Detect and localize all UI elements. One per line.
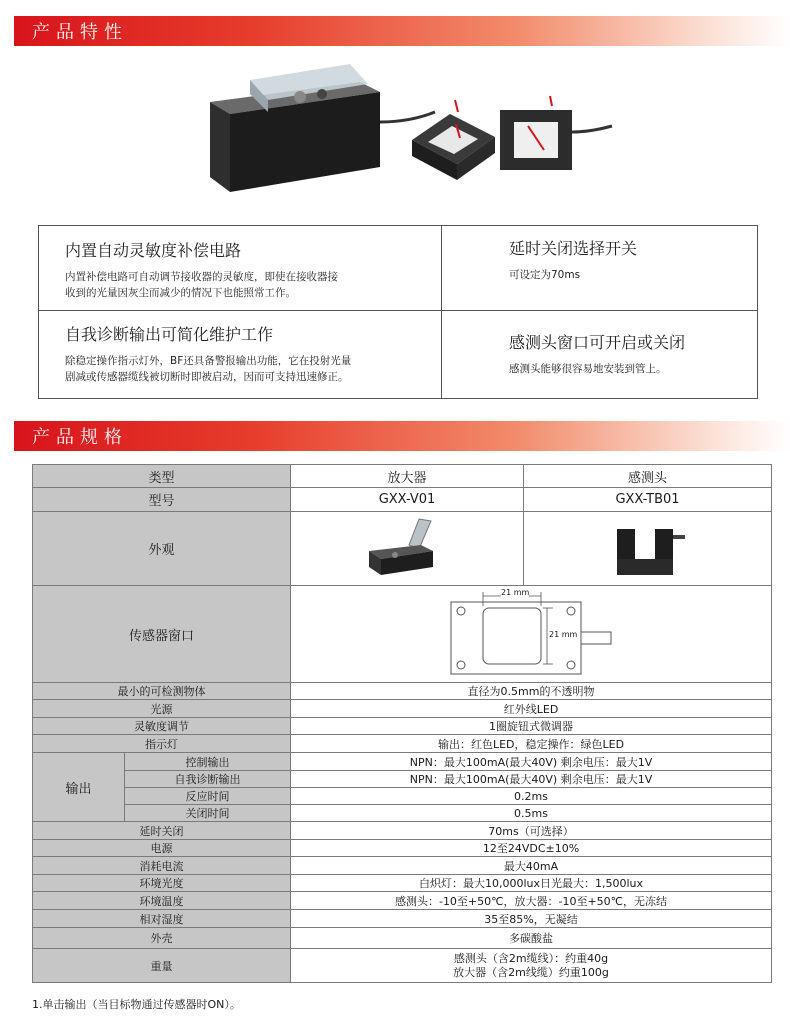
current-label: 消耗电流 [33,857,291,875]
amp-model: GXX-V01 [291,488,524,512]
spec-table [32,464,772,983]
power-value: 12至24VDC±10% [291,840,772,857]
specs-banner [14,421,790,451]
selfdiag-value: NPN：最大100mA(最大40V) 剩余电压：最大1V [291,771,772,788]
output-label: 输出 [33,753,125,822]
weight-value: 感测头（含2m缆线）：约重40g 放大器（含2m线缆）约重100g [291,949,772,983]
table-row [33,928,772,949]
table-row [33,465,772,488]
sens-label: 灵敏度调节 [33,718,291,735]
housing-value: 多碳酸盐 [291,928,772,949]
humidity-label: 相对湿度 [33,910,291,928]
feature-desc: 可设定为70ms [509,269,581,281]
feature-desc: 内置补偿电路可自动调节接收器的灵敏度，即使在接收器接 收到的光量因灰尘而减少的情况下也能照常工作。 [65,271,338,299]
amp-appearance [291,512,524,586]
indicator-label: 指示灯 [33,735,291,753]
ambient-temp-label: 环境温度 [33,892,291,910]
table-row [33,805,772,822]
window-drawing-cell [291,586,772,683]
appearance-label: 外观 [33,512,291,586]
table-row [33,910,772,928]
delay-label: 延时关闭 [33,822,291,840]
table-row [33,718,772,735]
product-photo [150,52,620,202]
power-label: 电源 [33,840,291,857]
table-row [33,488,772,512]
feature-delay-switch [509,236,749,283]
table-row [33,822,772,840]
indicator-value: 输出：红色LED，稳定操作：绿色LED [291,735,772,753]
amplifier-image [357,515,457,579]
response-value: 0.2ms [291,788,772,805]
feature-desc: 感测头能够很容易地安装到管上。 [509,363,667,375]
feature-desc: 除稳定操作指示灯外，BF还具备警报输出功能，它在投射光量 剧减或传感器缆线被切断时即被启动，因而可支持迅速修正。 [65,355,352,383]
amp-header: 放大器 [291,465,524,488]
window-drawing [431,588,631,680]
window-width-dim: 21 mm [501,588,530,597]
feature-self-diagnosis [65,322,435,385]
selfdiag-label: 自我诊断输出 [125,771,291,788]
light-label: 光源 [33,700,291,718]
feature-title: 延时关闭选择开关 [509,239,638,258]
head-appearance [524,512,772,586]
features-divider-h [39,310,757,311]
off-label: 关闭时间 [125,805,291,822]
type-label: 类型 [33,465,291,488]
head-model: GXX-TB01 [524,488,772,512]
response-label: 反应时间 [125,788,291,805]
table-row [33,949,772,983]
ambient-light-label: 环境光度 [33,875,291,892]
table-row [33,735,772,753]
table-row [33,512,772,586]
head-header: 感测头 [524,465,772,488]
table-row [33,857,772,875]
min-object-label: 最小的可检测物体 [33,683,291,700]
table-row [33,892,772,910]
table-row [33,771,772,788]
weight-label: 重量 [33,949,291,983]
table-row [33,788,772,805]
features-banner [14,16,790,46]
sensor-head-image [603,515,693,579]
footnote: 1.单击输出（当目标物通过传感器时ON）。 [32,998,241,1011]
ambient-temp-value: 感测头：-10至+50℃，放大器：-10至+50℃，无冻结 [291,892,772,910]
window-label: 传感器窗口 [33,586,291,683]
sens-value: 1圈旋钮式微调器 [291,718,772,735]
specs-title: 产品规格 [32,427,128,448]
model-label: 型号 [33,488,291,512]
feature-title: 感测头窗口可开启或关闭 [509,333,686,352]
table-row [33,753,772,771]
features-title: 产品特性 [32,22,128,43]
feature-auto-sensitivity [65,238,435,301]
table-row [33,875,772,892]
feature-title: 内置自动灵敏度补偿电路 [65,241,242,260]
table-row [33,700,772,718]
window-height-dim: 21 mm [549,630,578,639]
table-row [33,840,772,857]
off-value: 0.5ms [291,805,772,822]
table-row [33,586,772,683]
control-value: NPN：最大100mA(最大40V) 剩余电压：最大1V [291,753,772,771]
features-panel [38,225,758,399]
humidity-value: 35至85%，无凝结 [291,910,772,928]
delay-value: 70ms（可选择） [291,822,772,840]
ambient-light-value: 白炽灯：最大10,000lux日光最大：1,500lux [291,875,772,892]
housing-label: 外壳 [33,928,291,949]
current-value: 最大40mA [291,857,772,875]
feature-title: 自我诊断输出可简化维护工作 [65,325,274,344]
min-object-value: 直径为0.5mm的不透明物 [291,683,772,700]
control-label: 控制输出 [125,753,291,771]
table-row [33,683,772,700]
light-value: 红外线LED [291,700,772,718]
feature-window-open [509,330,749,377]
features-divider-v [441,226,442,398]
